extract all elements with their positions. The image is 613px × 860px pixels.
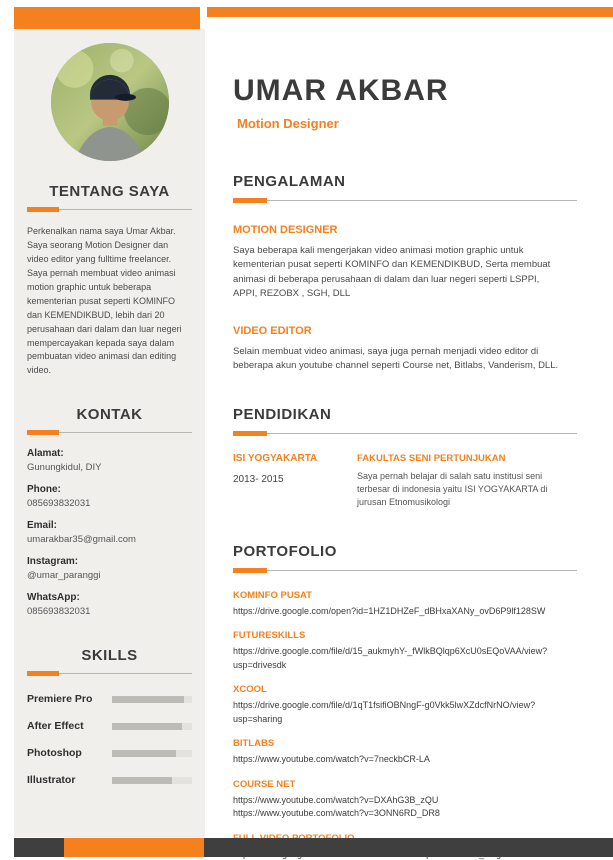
experience-entry-motion-designer (233, 224, 577, 301)
portfolio-link[interactable]: https://www.youtube.com/watch?v=DXAhG3B_zQU (233, 794, 439, 805)
contact-label: Instagram: (27, 556, 79, 568)
contact-label: Phone: (27, 484, 61, 496)
portfolio-list (233, 590, 577, 860)
skill-item-photoshop (27, 747, 192, 759)
entry-title: VIDEO EDITOR (233, 325, 312, 337)
about-divider (27, 207, 192, 213)
contact-label: Email: (27, 520, 58, 532)
portfolio-item-title: FUTURESKILLS (233, 630, 306, 642)
experience-entry-video-editor (233, 325, 577, 374)
entry-text: Selain membuat video animasi, saya juga pernah menjadi video editor di beberapa akun youtube channel seperti Course net, Bitlabs, Vanderism, DLL. (233, 346, 559, 372)
about-heading: TENTANG SAYA (49, 183, 170, 200)
skill-name: Illustrator (27, 774, 76, 787)
skill-bar (112, 750, 192, 757)
education-years: 2013- 2015 (233, 473, 284, 485)
portfolio-link[interactable]: https://drive.google.com/file/d/15_aukmyhY-_fWlkBQlqp6XcU0sEQoVAA/view?usp=drivesdk (233, 646, 548, 670)
skill-item-premiere-pro (27, 693, 192, 705)
top-accent-bar-left (14, 7, 200, 29)
education-entry (233, 453, 577, 509)
skill-item-illustrator (27, 774, 192, 786)
portfolio-section (233, 543, 577, 860)
portfolio-item-futureskills (233, 630, 577, 672)
education-heading: PENDIDIKAN (233, 405, 332, 423)
education-school: ISI YOGYAKARTA (233, 452, 318, 464)
contact-heading: KONTAK (76, 406, 143, 424)
skill-bar-fill (112, 777, 172, 784)
portfolio-divider (233, 568, 577, 574)
contact-item-email (27, 520, 192, 545)
portfolio-link[interactable]: https://drive.google.com/file/d/1qT1fsifiOBNngF-g0Vkk5lwXZdcfNrNO/view?usp=sharing (233, 700, 536, 724)
skills-list (27, 693, 192, 786)
skills-heading: SKILLS (81, 647, 138, 665)
sidebar (14, 29, 205, 837)
footer-dark-segment-right (204, 838, 613, 857)
experience-section (233, 173, 577, 374)
person-name: UMAR AKBAR (233, 74, 449, 107)
top-accent-bar-right (207, 7, 613, 17)
skill-name: After Effect (27, 720, 84, 733)
contact-item-phone (27, 484, 192, 509)
education-detail-column (357, 453, 577, 509)
education-divider (233, 431, 577, 437)
contact-value: 085693832031 (27, 498, 91, 510)
portfolio-item-kominfo-pusat (233, 590, 577, 619)
profile-photo (51, 43, 169, 161)
main-content (233, 74, 577, 860)
skill-bar-fill (112, 723, 182, 730)
entry-text: Saya beberapa kali mengerjakan video animasi motion graphic untuk kementerian pusat seperti KOMINFO dan KEMENDIKBUD, Serta membuat animasi di beberapa perusahaan di dalam dan luar negeri seperti LSPPI, APPI, REZOBX , SGH, DLL (233, 245, 551, 299)
skills-divider (27, 671, 192, 677)
person-role: Motion Designer (237, 116, 339, 131)
contact-value: Gunungkidul, DIY (27, 462, 102, 474)
contact-value: umarakbar35@gmail.com (27, 534, 136, 546)
portfolio-item-title: XCOOL (233, 684, 267, 696)
footer-bar (14, 838, 613, 857)
contact-item-instagram (27, 556, 192, 581)
education-text: Saya pernah belajar di salah satu institusi seni terbesar di indonesia yaitu ISI YOGYAKARTA di jurusan Etnomusikologi (357, 470, 548, 507)
portfolio-link[interactable]: https://www.youtube.com/watch?v=7neckbCR-LA (233, 754, 430, 765)
contact-label: WhatsApp: (27, 592, 80, 604)
skill-name: Premiere Pro (27, 693, 93, 706)
skill-bar-fill (112, 696, 184, 703)
education-school-column (233, 453, 337, 509)
portfolio-item-bitlabs (233, 738, 577, 767)
experience-divider (233, 198, 577, 204)
skill-name: Photoshop (27, 747, 82, 760)
skill-bar (112, 696, 192, 703)
contact-label: Alamat: (27, 448, 64, 460)
skill-bar (112, 777, 192, 784)
experience-heading: PENGALAMAN (233, 173, 346, 190)
skill-bar-fill (112, 750, 176, 757)
portfolio-link[interactable]: https://drive.google.com/open?id=1HZ1DHZeF_dBHxaXANy_ovD6P9lf128SW (233, 605, 546, 616)
skill-item-after-effect (27, 720, 192, 732)
portfolio-item-course-net (233, 779, 577, 821)
education-faculty: FAKULTAS SENI PERTUNJUKAN (357, 452, 506, 464)
portfolio-item-xcool (233, 684, 577, 726)
about-text: Perkenalkan nama saya Umar Akbar. Saya seorang Motion Designer dan video editor yang fulltime freelancer. Saya pernah membuat video animasi motion graphic untuk beberapa kementerian pusat seperti KOMINFO dan KEMENDIKBUD, lebih dari 20 perusahaan dari dalam dan luar negeri mempercayakan kepada saya dalam pembuatan video animasi dan editing video. (27, 226, 182, 376)
portfolio-item-title: BITLABS (233, 738, 275, 750)
contact-item-whatsapp (27, 592, 192, 617)
portfolio-item-title: COURSE NET (233, 778, 296, 790)
portfolio-item-title: KOMINFO PUSAT (233, 589, 312, 601)
skill-bar (112, 723, 192, 730)
contact-value: 085693832031 (27, 606, 91, 618)
contact-value: @umar_paranggi (27, 570, 101, 582)
contact-item-address (27, 448, 192, 473)
contact-divider (27, 430, 192, 436)
portfolio-link[interactable]: https://www.youtube.com/watch?v=3ONN6RD_DR8 (233, 808, 440, 819)
education-section (233, 406, 577, 509)
contact-list (27, 448, 192, 617)
footer-dark-segment-left (14, 838, 64, 857)
entry-title: MOTION DESIGNER (233, 224, 338, 236)
footer-accent-segment (64, 838, 204, 857)
portfolio-heading: PORTOFOLIO (233, 542, 337, 560)
profile-photo-placeholder (51, 43, 169, 161)
